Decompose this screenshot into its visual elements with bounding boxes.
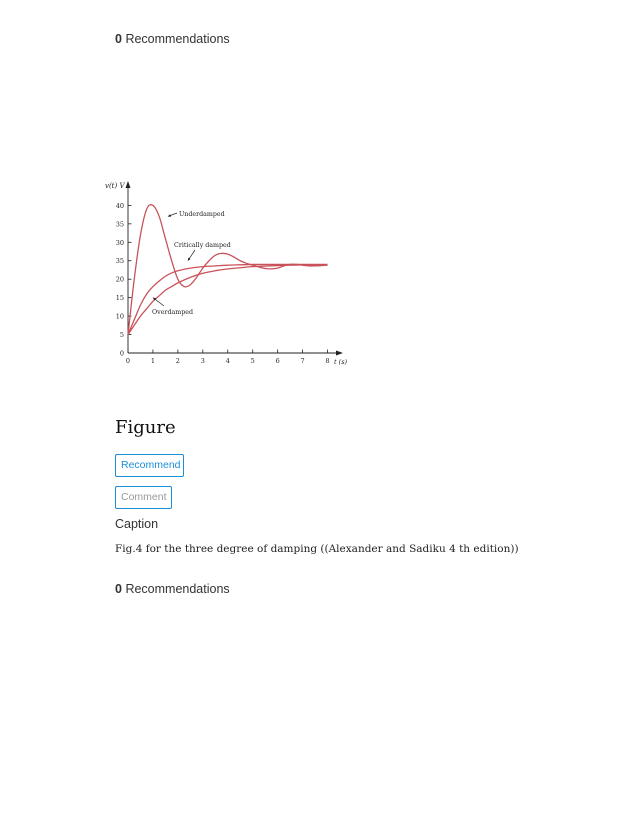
y-axis-label: v(t) V xyxy=(105,182,125,190)
y-tick-label: 40 xyxy=(115,201,124,210)
recommendations-number: 0 xyxy=(115,32,122,46)
chart-axes xyxy=(105,181,348,366)
recommendations-label: Recommendations xyxy=(125,582,230,596)
recommendations-label: Recommendations xyxy=(125,32,230,46)
recommendations-number: 0 xyxy=(115,582,122,596)
series-line-overdamped xyxy=(128,265,328,335)
y-tick-label: 20 xyxy=(115,275,124,284)
y-tick-label: 0 xyxy=(119,349,124,358)
comment-button[interactable]: Comment xyxy=(115,486,172,509)
x-tick-label: 5 xyxy=(250,357,255,365)
y-tick-label: 35 xyxy=(115,257,124,266)
x-tick-label: 1 xyxy=(150,357,156,365)
chart-annotations xyxy=(152,211,231,316)
y-tick-label: 10 xyxy=(115,312,124,321)
x-tick-label: 0 xyxy=(125,357,131,365)
recommendations-count-bottom xyxy=(115,582,230,596)
y-tick-label: 35 xyxy=(115,220,124,229)
x-tick-label: 7 xyxy=(300,357,305,365)
caption-text: Fig.4 for the three degree of damping ((Alexander and Sadiku 4 th edition)) xyxy=(115,543,519,555)
recommend-button[interactable]: Recommend xyxy=(115,454,184,477)
x-tick-label: 4 xyxy=(225,357,230,365)
recommendations-count-top xyxy=(115,32,230,46)
x-tick-label: 2 xyxy=(175,357,180,365)
figure-title: Figure xyxy=(115,417,176,438)
x-tick-label: 8 xyxy=(325,357,330,365)
y-tick-label: 30 xyxy=(115,238,124,247)
x-axis-arrow xyxy=(336,351,343,356)
series-line-critically-damped xyxy=(128,264,328,334)
y-tick-label: 5 xyxy=(119,331,124,340)
y-tick-label: 15 xyxy=(115,294,124,303)
annotation-critically-damped-label: Critically damped xyxy=(174,242,231,249)
damping-chart xyxy=(100,176,355,372)
annotation-underdamped-label: Underdamped xyxy=(179,211,225,218)
x-tick-label: 3 xyxy=(200,357,205,365)
caption-label: Caption xyxy=(115,517,159,531)
x-axis-label: t (s) xyxy=(334,358,348,366)
x-tick-label: 6 xyxy=(275,357,280,365)
y-axis-arrow xyxy=(126,181,131,188)
annotation-overdamped-label: Overdamped xyxy=(152,309,194,316)
